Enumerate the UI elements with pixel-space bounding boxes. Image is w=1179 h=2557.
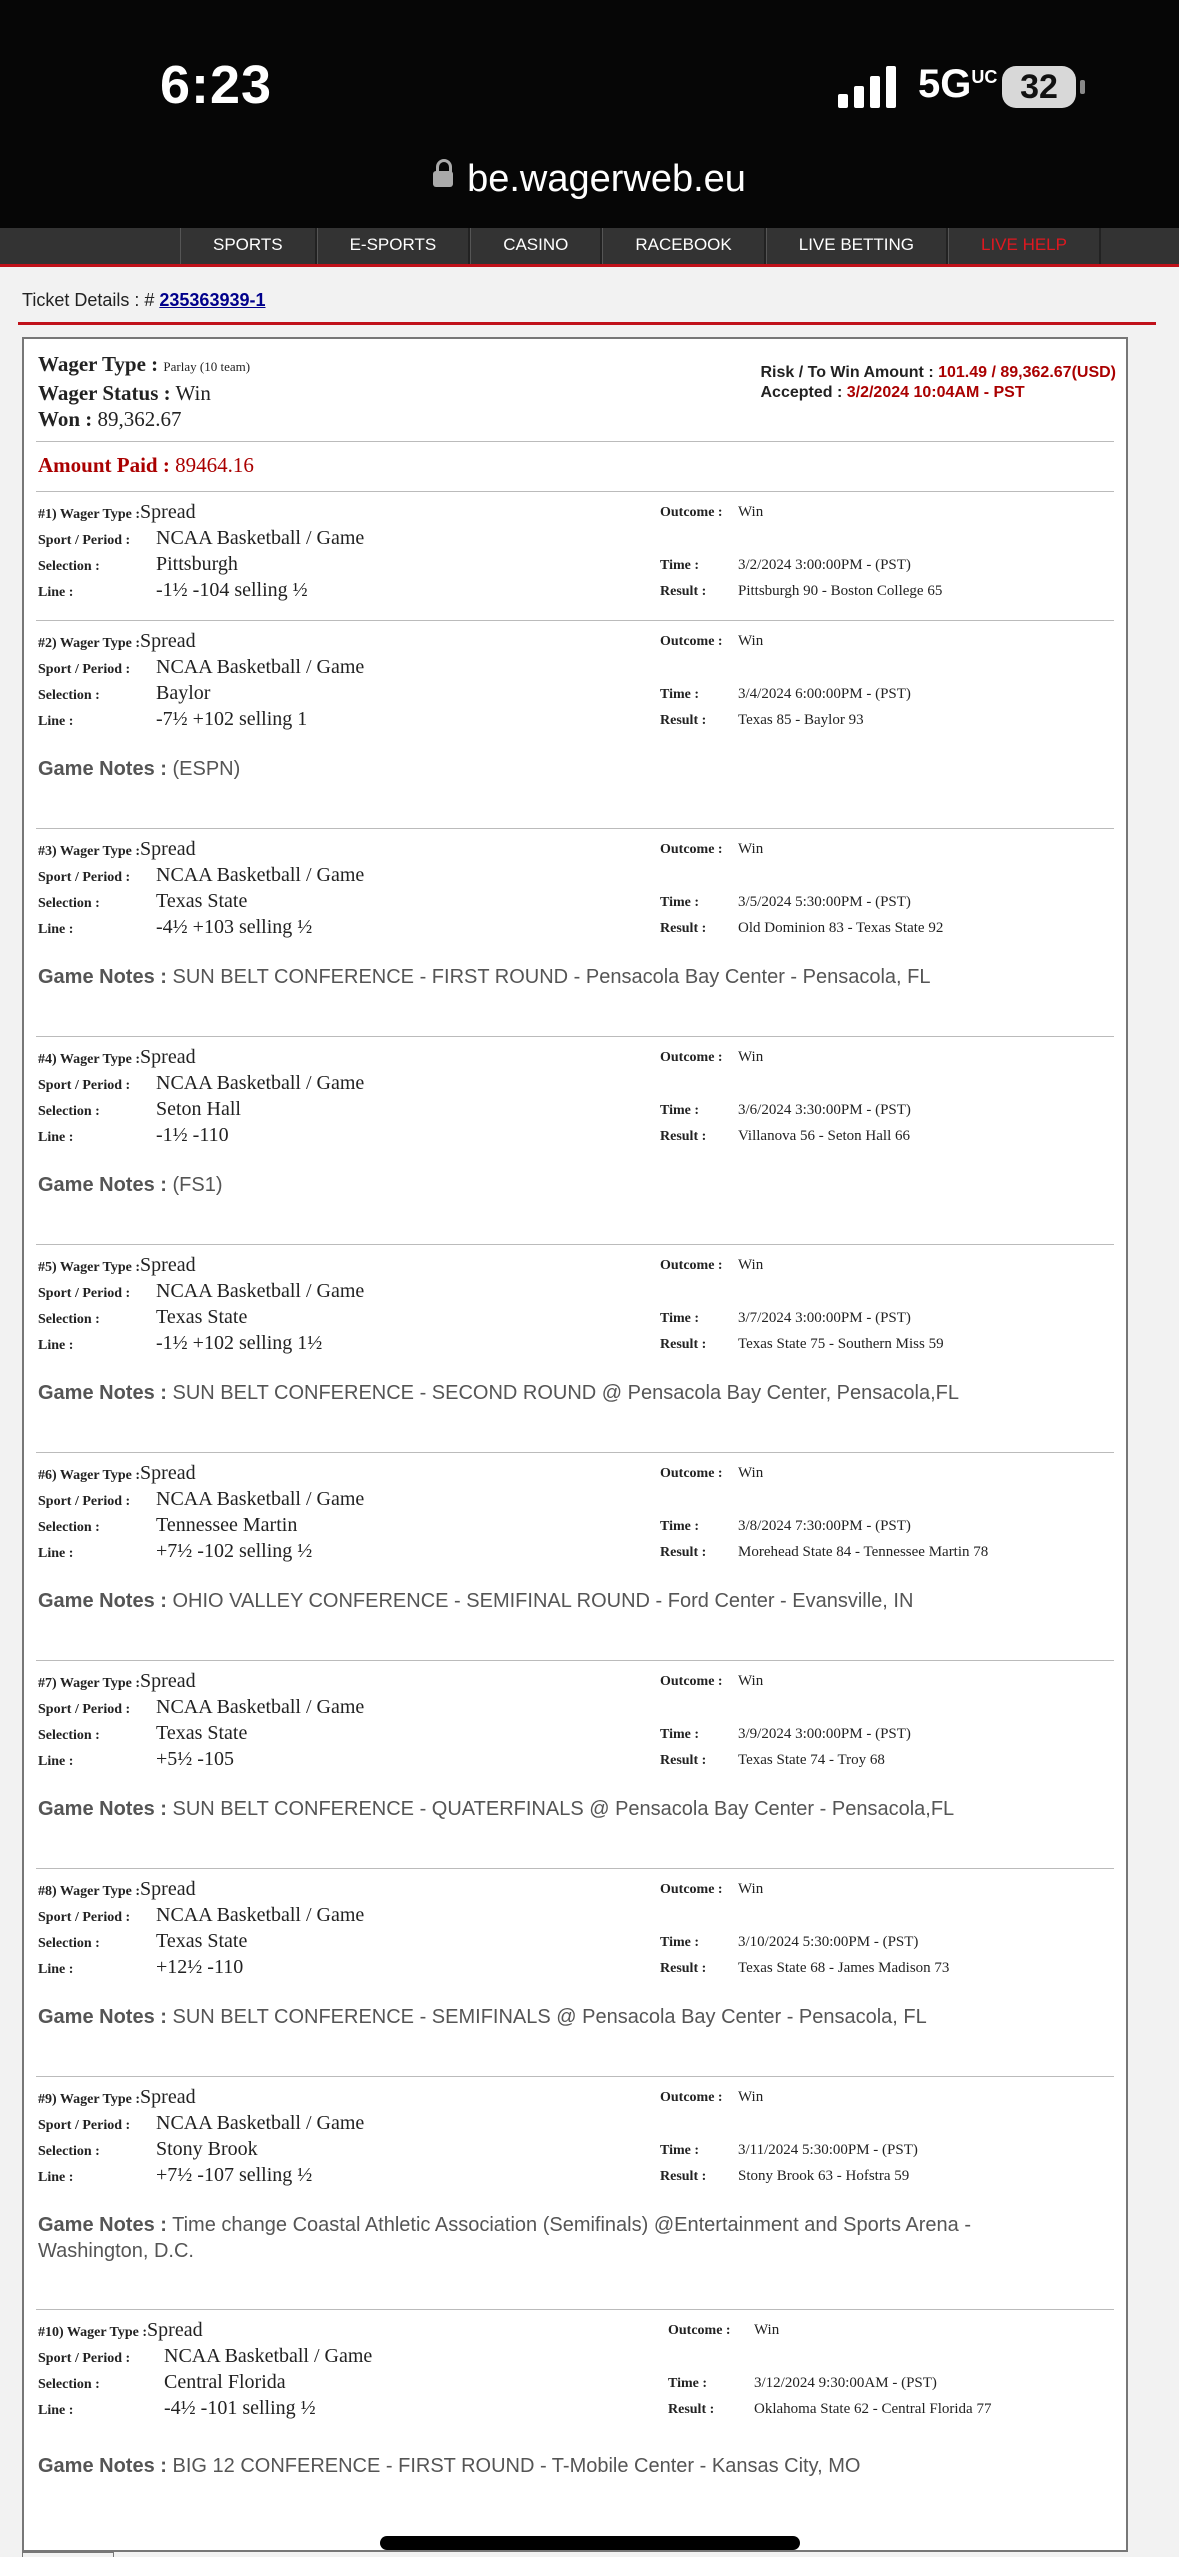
leg-number: #9) Wager Type :: [38, 2092, 141, 2107]
result-label: Result :: [660, 921, 707, 936]
leg-line: +12½ -110: [156, 1956, 244, 1978]
time-label: Time :: [668, 2376, 708, 2391]
leg-wager-type: Spread: [140, 838, 196, 860]
selection-label: Selection :: [38, 559, 100, 574]
leg-time: 3/7/2024 3:00:00PM - (PST): [738, 1310, 911, 1326]
leg-wager-type: Spread: [140, 2086, 196, 2108]
ticket-label: Ticket Details : #: [22, 290, 155, 310]
leg-wager-type: Spread: [140, 1254, 196, 1276]
home-indicator: [380, 2536, 800, 2550]
divider: [36, 1868, 1114, 1869]
game-notes-text: BIG 12 CONFERENCE - FIRST ROUND - T-Mobile Center - Kansas City, MO: [172, 2455, 861, 2477]
outcome-label: Outcome :: [660, 1466, 723, 1481]
divider: [36, 828, 1114, 829]
nav-item-live-betting[interactable]: LIVE BETTING: [766, 228, 948, 264]
game-notes-text: SUN BELT CONFERENCE - QUATERFINALS @ Pensacola Bay Center - Pensacola,FL: [172, 1798, 955, 1820]
leg-selection: Stony Brook: [156, 2138, 258, 2160]
amount-paid: [38, 453, 254, 478]
leg-time: 3/11/2024 5:30:00PM - (PST): [738, 2142, 918, 2158]
line-label: Line :: [38, 2170, 74, 2185]
leg-line: -1½ +102 selling 1½: [156, 1332, 323, 1354]
selection-label: Selection :: [38, 2377, 100, 2392]
divider: [36, 441, 1114, 442]
signal-strength-icon: [838, 66, 900, 108]
leg-result: Stony Brook 63 - Hofstra 59: [738, 2168, 910, 2184]
lock-icon: [433, 171, 453, 187]
leg-wager-type: Spread: [147, 2319, 203, 2341]
ticket-details: [22, 290, 266, 311]
selection-label: Selection :: [38, 688, 100, 703]
network-type: 5G: [918, 62, 972, 106]
won-label: Won :: [38, 407, 93, 431]
leg-wager-type: Spread: [140, 1670, 196, 1692]
game-notes: [38, 2212, 1078, 2264]
game-notes: [38, 1588, 1078, 1614]
divider: [36, 1452, 1114, 1453]
leg-selection: Central Florida: [164, 2371, 286, 2393]
leg-number: #6) Wager Type :: [38, 1468, 141, 1483]
game-notes: [38, 1380, 1078, 1406]
result-label: Result :: [660, 1545, 707, 1560]
leg-outcome: Win: [738, 1465, 764, 1481]
game-notes: [38, 964, 1078, 990]
game-notes-label: Game Notes :: [38, 1798, 167, 1820]
leg-number: #7) Wager Type :: [38, 1676, 141, 1691]
time-label: Time :: [660, 1519, 700, 1534]
status-bar: [0, 0, 1179, 228]
leg-selection: Texas State: [156, 1306, 248, 1328]
result-label: Result :: [660, 1753, 707, 1768]
time-label: Time :: [660, 687, 700, 702]
time-label: Time :: [660, 1727, 700, 1742]
game-notes-text: SUN BELT CONFERENCE - SECOND ROUND @ Pensacola Bay Center, Pensacola,FL: [172, 1382, 959, 1404]
outcome-label: Outcome :: [660, 505, 723, 520]
nav-item-racebook[interactable]: RACEBOOK: [602, 228, 765, 264]
leg-sport: NCAA Basketball / Game: [156, 1488, 365, 1510]
sport-period-label: Sport / Period :: [38, 533, 131, 548]
accepted-value: 3/2/2024 10:04AM - PST: [846, 384, 1025, 401]
selection-label: Selection :: [38, 1936, 100, 1951]
time-label: Time :: [660, 2143, 700, 2158]
divider: [36, 2076, 1114, 2077]
game-notes: [38, 2453, 1078, 2479]
leg-result: Oklahoma State 62 - Central Florida 77: [754, 2401, 992, 2417]
game-notes-label: Game Notes :: [38, 2455, 167, 2477]
game-notes-text: Time change Coastal Athletic Association (Semifinals) @Entertainment and Sports Arena - Washington, D.C.: [38, 2214, 971, 2262]
leg-time: 3/6/2024 3:30:00PM - (PST): [738, 1102, 911, 1118]
network-subtype: UC: [971, 67, 998, 87]
leg-sport: NCAA Basketball / Game: [156, 2112, 365, 2134]
leg-wager-type: Spread: [140, 1878, 196, 1900]
amount-paid-value: 89464.16: [175, 453, 254, 477]
nav-item-casino[interactable]: CASINO: [470, 228, 602, 264]
wager-type-label: Wager Type :: [38, 352, 159, 376]
sport-period-label: Sport / Period :: [38, 1286, 131, 1301]
sport-period-label: Sport / Period :: [38, 662, 131, 677]
leg-result: Morehead State 84 - Tennessee Martin 78: [738, 1544, 989, 1560]
leg-result: Texas 85 - Baylor 93: [738, 712, 864, 728]
leg-sport: NCAA Basketball / Game: [156, 864, 365, 886]
game-notes-label: Game Notes :: [38, 2006, 167, 2028]
leg-outcome: Win: [754, 2322, 780, 2338]
selection-label: Selection :: [38, 896, 100, 911]
leg-selection: Pittsburgh: [156, 553, 238, 575]
game-notes-text: SUN BELT CONFERENCE - FIRST ROUND - Pensacola Bay Center - Pensacola, FL: [172, 966, 931, 988]
leg-line: +7½ -107 selling ½: [156, 2164, 313, 2186]
sport-period-label: Sport / Period :: [38, 1494, 131, 1509]
leg-outcome: Win: [738, 1257, 764, 1273]
risk-label: Risk / To Win Amount :: [760, 364, 934, 381]
outcome-label: Outcome :: [660, 1674, 723, 1689]
selection-label: Selection :: [38, 1520, 100, 1535]
result-label: Result :: [660, 584, 707, 599]
sport-period-label: Sport / Period :: [38, 870, 131, 885]
game-notes: [38, 1796, 1078, 1822]
result-label: Result :: [660, 713, 707, 728]
accepted-label: Accepted :: [760, 384, 843, 401]
selection-label: Selection :: [38, 2144, 100, 2159]
main-nav: [0, 228, 1179, 267]
leg-selection: Texas State: [156, 1722, 248, 1744]
divider: [18, 322, 1156, 325]
result-label: Result :: [660, 1337, 707, 1352]
game-notes-text: (FS1): [172, 1174, 223, 1196]
result-label: Result :: [668, 2402, 715, 2417]
leg-outcome: Win: [738, 1881, 764, 1897]
footer-box: [22, 2552, 114, 2557]
battery-icon: 32: [1002, 66, 1076, 108]
ticket-box: [22, 337, 1128, 2552]
time-label: Time :: [660, 1103, 700, 1118]
line-label: Line :: [38, 922, 74, 937]
game-notes-label: Game Notes :: [38, 1174, 167, 1196]
time-label: Time :: [660, 895, 700, 910]
network-indicator: [918, 62, 997, 107]
leg-wager-type: Spread: [140, 501, 196, 523]
wager-status-value: Win: [175, 381, 211, 405]
leg-sport: NCAA Basketball / Game: [164, 2345, 373, 2367]
ticket-number-link[interactable]: 235363939-1: [159, 290, 266, 310]
leg-time: 3/2/2024 3:00:00PM - (PST): [738, 557, 911, 573]
result-label: Result :: [660, 1129, 707, 1144]
divider: [36, 491, 1114, 492]
amount-paid-label: Amount Paid :: [38, 453, 170, 477]
risk-summary: [760, 363, 1116, 403]
game-notes-text: SUN BELT CONFERENCE - SEMIFINALS @ Pensacola Bay Center - Pensacola, FL: [172, 2006, 927, 2028]
leg-time: 3/12/2024 9:30:00AM - (PST): [754, 2375, 937, 2391]
line-label: Line :: [38, 1754, 74, 1769]
line-label: Line :: [38, 714, 74, 729]
won-value: 89,362.67: [97, 407, 182, 431]
leg-selection: Seton Hall: [156, 1098, 241, 1120]
leg-time: 3/5/2024 5:30:00PM - (PST): [738, 894, 911, 910]
wager-type-value: Parlay (10 team): [163, 359, 251, 374]
leg-wager-type: Spread: [140, 630, 196, 652]
leg-number: #10) Wager Type :: [38, 2325, 148, 2340]
leg-result: Texas State 75 - Southern Miss 59: [738, 1336, 944, 1352]
leg-outcome: Win: [738, 1049, 764, 1065]
leg-line: +7½ -102 selling ½: [156, 1540, 313, 1562]
outcome-label: Outcome :: [660, 1050, 723, 1065]
leg-selection: Baylor: [156, 682, 211, 704]
leg-line: -4½ -101 selling ½: [164, 2397, 316, 2419]
leg-outcome: Win: [738, 1673, 764, 1689]
wager-summary: [38, 351, 250, 432]
game-notes-label: Game Notes :: [38, 966, 167, 988]
leg-time: 3/10/2024 5:30:00PM - (PST): [738, 1934, 919, 1950]
leg-line: -4½ +103 selling ½: [156, 916, 313, 938]
leg-result: Villanova 56 - Seton Hall 66: [738, 1128, 910, 1144]
outcome-label: Outcome :: [660, 634, 723, 649]
outcome-label: Outcome :: [668, 2323, 731, 2338]
risk-value: 101.49 / 89,362.67(USD): [938, 364, 1116, 381]
time-label: Time :: [660, 1311, 700, 1326]
outcome-label: Outcome :: [660, 842, 723, 857]
game-notes-label: Game Notes :: [38, 1590, 167, 1612]
leg-time: 3/8/2024 7:30:00PM - (PST): [738, 1518, 911, 1534]
line-label: Line :: [38, 1130, 74, 1145]
divider: [36, 1244, 1114, 1245]
leg-sport: NCAA Basketball / Game: [156, 656, 365, 678]
leg-result: Texas State 68 - James Madison 73: [738, 1960, 950, 1976]
time-label: Time :: [660, 558, 700, 573]
line-label: Line :: [38, 1546, 74, 1561]
leg-line: -1½ -110: [156, 1124, 229, 1146]
time-label: Time :: [660, 1935, 700, 1950]
leg-outcome: Win: [738, 504, 764, 520]
leg-sport: NCAA Basketball / Game: [156, 1072, 365, 1094]
nav-item-sports[interactable]: SPORTS: [180, 228, 317, 264]
divider: [36, 1036, 1114, 1037]
leg-outcome: Win: [738, 633, 764, 649]
result-label: Result :: [660, 2169, 707, 2184]
sport-period-label: Sport / Period :: [38, 2351, 131, 2366]
leg-sport: NCAA Basketball / Game: [156, 1280, 365, 1302]
leg-number: #8) Wager Type :: [38, 1884, 141, 1899]
divider: [36, 1660, 1114, 1661]
selection-label: Selection :: [38, 1728, 100, 1743]
leg-sport: NCAA Basketball / Game: [156, 1904, 365, 1926]
leg-outcome: Win: [738, 841, 764, 857]
game-notes-text: OHIO VALLEY CONFERENCE - SEMIFINAL ROUND - Ford Center - Evansville, IN: [172, 1590, 914, 1612]
leg-selection: Texas State: [156, 890, 248, 912]
nav-item-e-sports[interactable]: E-SPORTS: [317, 228, 471, 264]
game-notes: [38, 1172, 1078, 1198]
sport-period-label: Sport / Period :: [38, 1702, 131, 1717]
leg-number: #2) Wager Type :: [38, 636, 141, 651]
status-time: 6:23: [160, 55, 273, 115]
game-notes: [38, 2004, 1078, 2030]
outcome-label: Outcome :: [660, 1258, 723, 1273]
game-notes: [38, 756, 1078, 782]
leg-number: #1) Wager Type :: [38, 507, 141, 522]
leg-number: #5) Wager Type :: [38, 1260, 141, 1275]
line-label: Line :: [38, 1338, 74, 1353]
leg-time: 3/9/2024 3:00:00PM - (PST): [738, 1726, 911, 1742]
url-text: be.wagerweb.eu: [467, 158, 746, 200]
leg-line: -1½ -104 selling ½: [156, 579, 308, 601]
leg-result: Texas State 74 - Troy 68: [738, 1752, 885, 1768]
divider: [36, 620, 1114, 621]
divider: [36, 2309, 1114, 2310]
leg-selection: Tennessee Martin: [156, 1514, 298, 1536]
game-notes-label: Game Notes :: [38, 758, 167, 780]
game-notes-text: (ESPN): [172, 758, 241, 780]
line-label: Line :: [38, 1962, 74, 1977]
result-label: Result :: [660, 1961, 707, 1976]
leg-wager-type: Spread: [140, 1462, 196, 1484]
line-label: Line :: [38, 585, 74, 600]
game-notes-label: Game Notes :: [38, 2214, 167, 2236]
leg-line: -7½ +102 selling 1: [156, 708, 308, 730]
outcome-label: Outcome :: [660, 1882, 723, 1897]
selection-label: Selection :: [38, 1312, 100, 1327]
sport-period-label: Sport / Period :: [38, 2118, 131, 2133]
wager-status-label: Wager Status :: [38, 381, 171, 405]
leg-outcome: Win: [738, 2089, 764, 2105]
outcome-label: Outcome :: [660, 2090, 723, 2105]
sport-period-label: Sport / Period :: [38, 1078, 131, 1093]
leg-selection: Texas State: [156, 1930, 248, 1952]
battery-cap: [1080, 80, 1085, 94]
leg-sport: NCAA Basketball / Game: [156, 527, 365, 549]
nav-item-live-help[interactable]: LIVE HELP: [948, 228, 1101, 264]
selection-label: Selection :: [38, 1104, 100, 1119]
leg-sport: NCAA Basketball / Game: [156, 1696, 365, 1718]
leg-line: +5½ -105: [156, 1748, 234, 1770]
line-label: Line :: [38, 2403, 74, 2418]
leg-number: #4) Wager Type :: [38, 1052, 141, 1067]
leg-time: 3/4/2024 6:00:00PM - (PST): [738, 686, 911, 702]
leg-result: Old Dominion 83 - Texas State 92: [738, 920, 944, 936]
leg-number: #3) Wager Type :: [38, 844, 141, 859]
address-bar[interactable]: [0, 158, 1179, 201]
game-notes-label: Game Notes :: [38, 1382, 167, 1404]
leg-wager-type: Spread: [140, 1046, 196, 1068]
leg-result: Pittsburgh 90 - Boston College 65: [738, 583, 943, 599]
sport-period-label: Sport / Period :: [38, 1910, 131, 1925]
